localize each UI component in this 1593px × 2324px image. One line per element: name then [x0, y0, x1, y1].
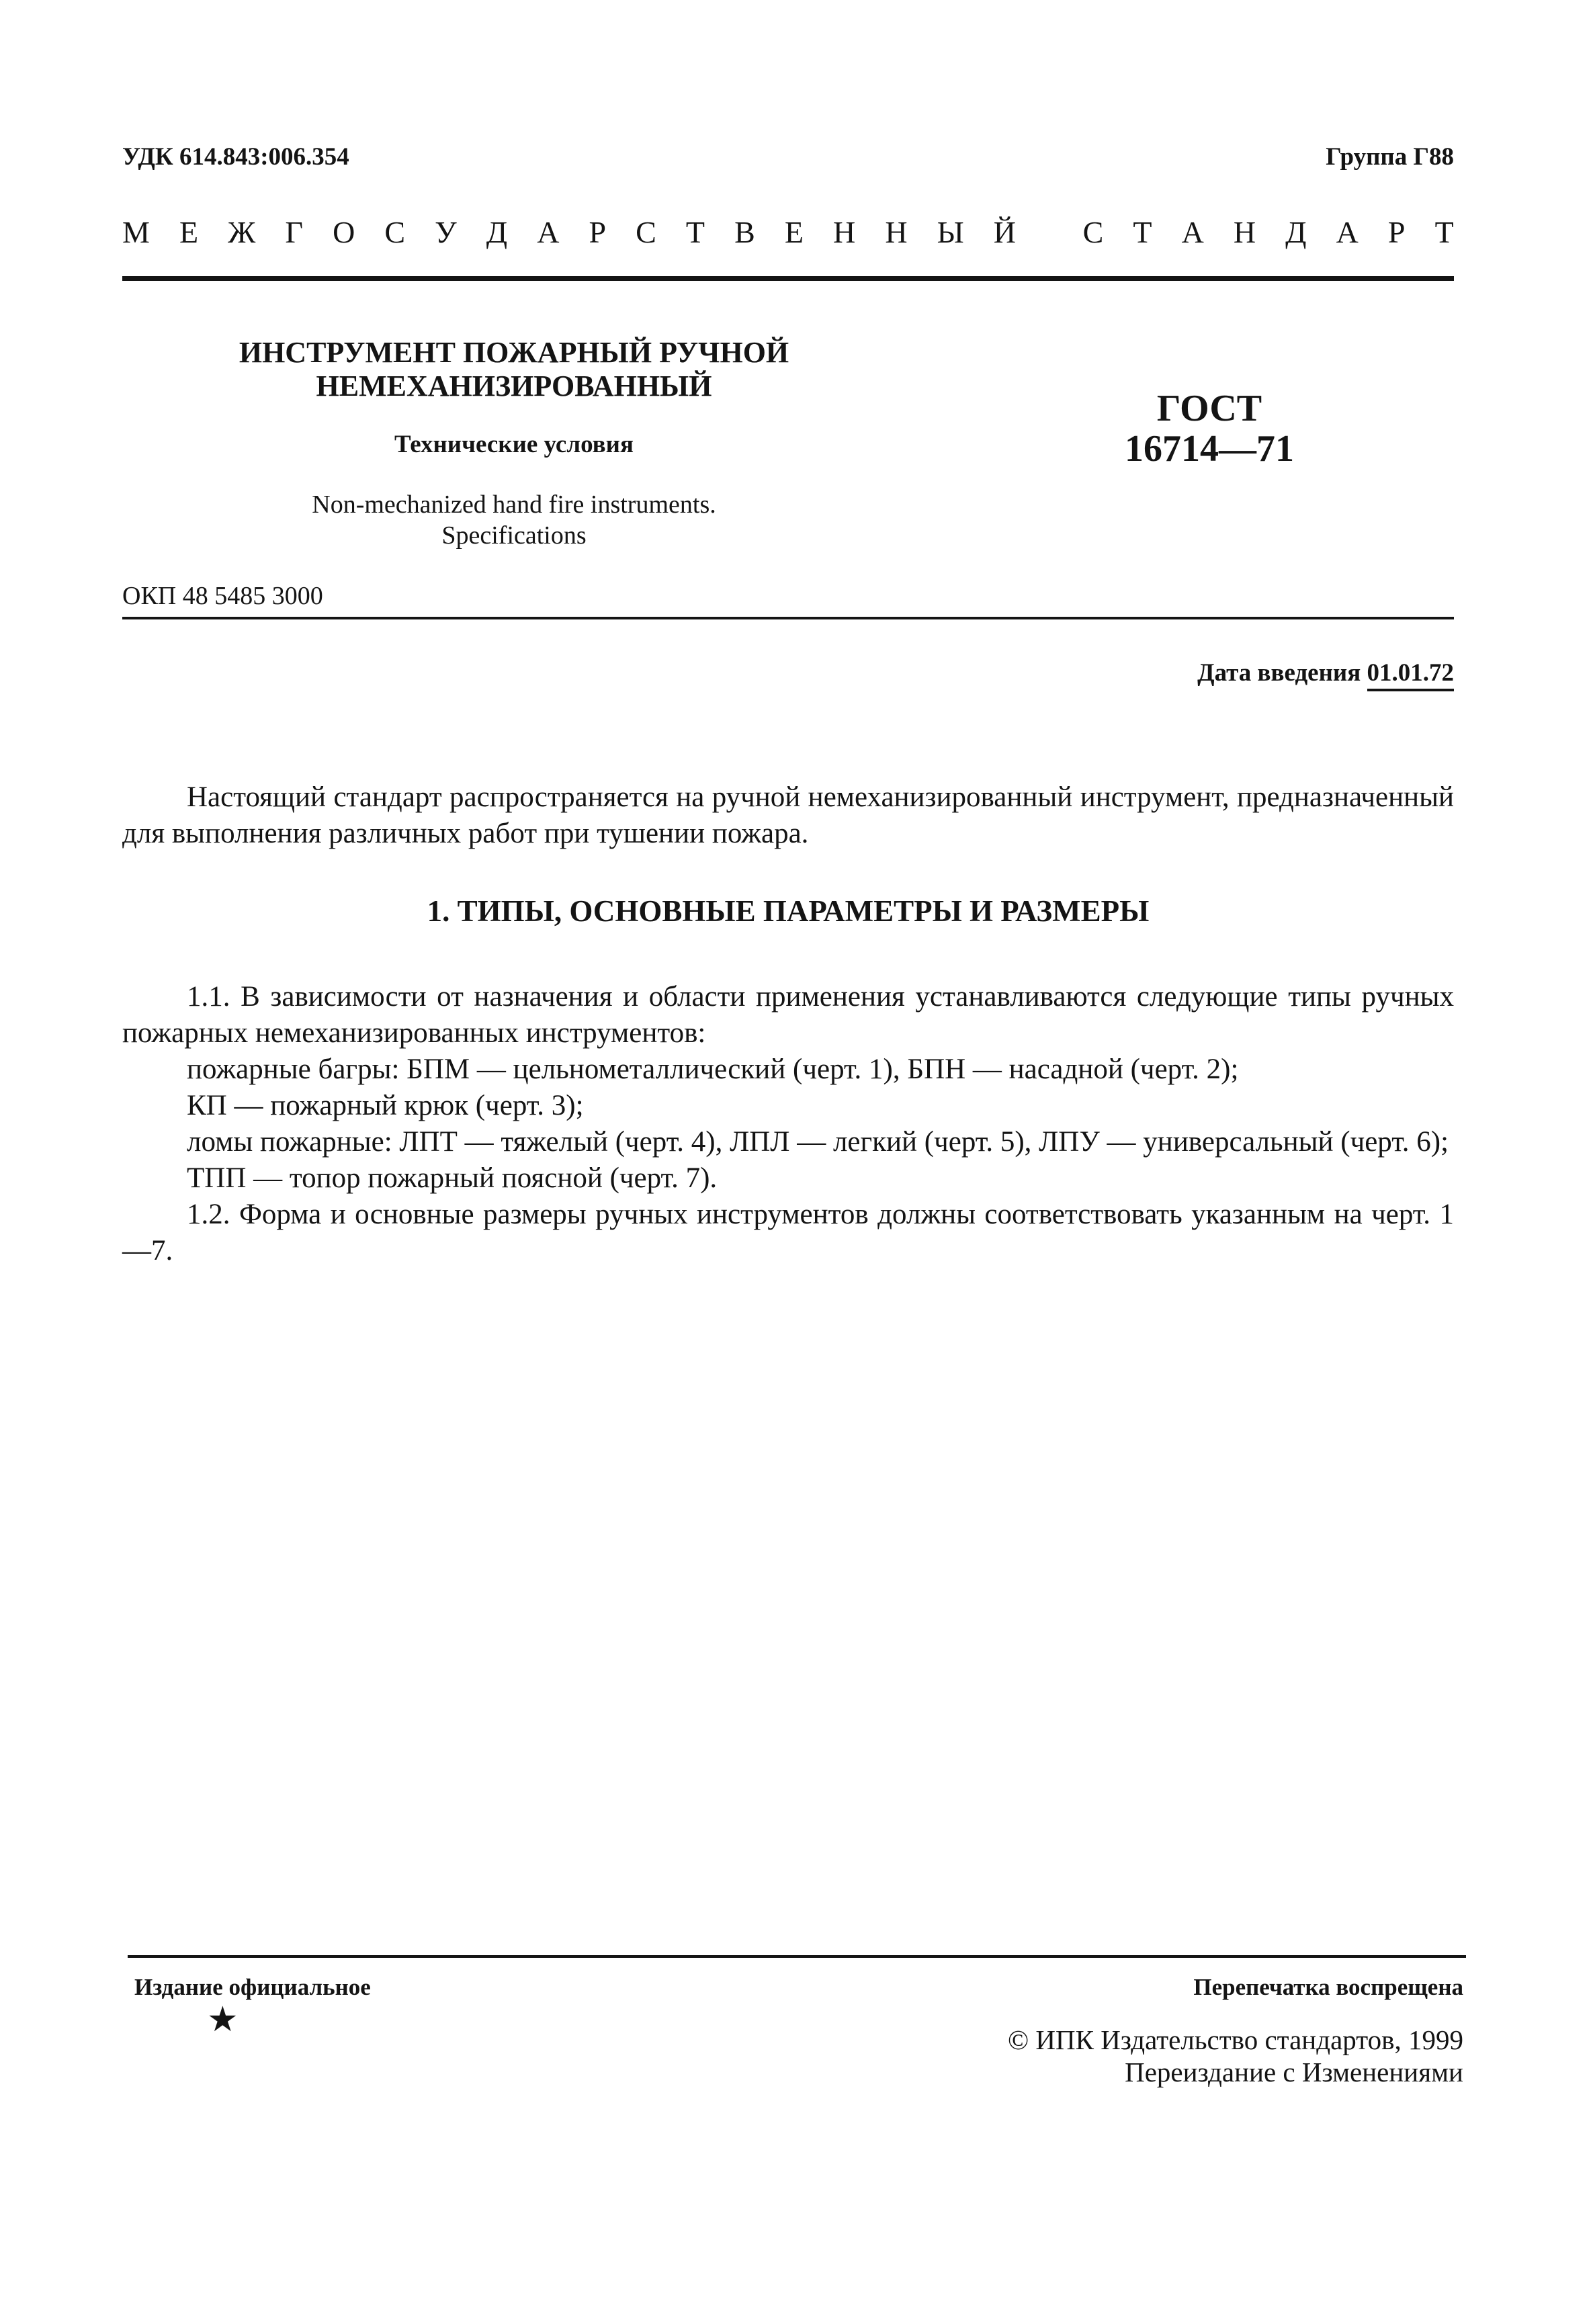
- standard-type-letter: Н: [885, 215, 908, 249]
- section-1-body: [122, 979, 1454, 1269]
- okp-code: ОКП 48 5485 3000: [122, 582, 323, 610]
- standard-type-letter: Ж: [228, 215, 256, 249]
- standard-type-letter: Ы: [937, 215, 964, 249]
- standard-type-letter: Е: [784, 215, 804, 249]
- standard-type-letter: Т: [1133, 215, 1152, 249]
- title-rule: [122, 617, 1454, 619]
- standard-type-letter: С: [1082, 215, 1104, 249]
- standard-type-letter: Р: [589, 215, 607, 249]
- clause-1-2: 1.2. Форма и основные размеры ручных инструментов должны соответствовать указанным на черт. 1—7.: [122, 1199, 1454, 1266]
- reprint-prohibited: Перепечатка воспрещена: [1193, 1974, 1463, 2000]
- standard-type-letter: С: [384, 215, 406, 249]
- date-label: Дата введения: [1197, 659, 1361, 687]
- standard-type-letter: Н: [833, 215, 856, 249]
- subtitle: Технические условия: [394, 431, 634, 458]
- clause-1-1: 1.1. В зависимости от назначения и области применения устанавливаются следующие типы ручных пожарных немеханизированных инструментов:: [122, 981, 1454, 1049]
- standard-type-letter: В: [734, 215, 755, 249]
- standard-type-letter: Т: [1434, 215, 1454, 249]
- group-code: Группа Г88: [1326, 143, 1454, 171]
- standard-type-letter: А: [1336, 215, 1359, 249]
- copyright: © ИПК Издательство стандартов, 1999: [1007, 2024, 1463, 2055]
- standard-type-letter: Е: [179, 215, 199, 249]
- section-1-heading: 1. ТИПЫ, ОСНОВНЫЕ ПАРАМЕТРЫ И РАЗМЕРЫ: [427, 894, 1150, 928]
- date-of-introduction: [1197, 658, 1454, 687]
- item-kp: КП — пожарный крюк (черт. 3);: [187, 1090, 584, 1121]
- gost-label: ГОСТ: [1156, 388, 1262, 429]
- standard-type-letter: А: [537, 215, 560, 249]
- standard-type-letter: О: [333, 215, 355, 249]
- standard-type-letter: Г: [285, 215, 304, 249]
- english-title-line-2: Specifications: [441, 521, 587, 550]
- header-rule: [122, 276, 1454, 281]
- english-title-line-1: Non-mechanized hand fire instruments.: [312, 490, 716, 519]
- udk-code: УДК 614.843:006.354: [122, 143, 349, 171]
- title-line-2: НЕМЕХАНИЗИРОВАННЫЙ: [316, 370, 712, 402]
- standard-type-letter: Д: [1285, 215, 1307, 249]
- title-line-1: ИНСТРУМЕНТ ПОЖАРНЫЙ РУЧНОЙ: [239, 336, 789, 369]
- standard-type-letter: Т: [685, 215, 705, 249]
- item-bagry: пожарные багры: БПМ — цельнометаллический (черт. 1), БПН — насадной (черт. 2);: [187, 1053, 1239, 1085]
- reissue-note: Переиздание с Изменениями: [1125, 2057, 1463, 2088]
- standard-type-letter: М: [122, 215, 150, 249]
- intro-paragraph: Настоящий стандарт распространяется на ручной немеханизированный инструмент, предназначенный для выполнения различных работ при тушении пожара.: [122, 781, 1454, 849]
- date-value: 01.01.72: [1367, 659, 1455, 691]
- official-edition: Издание официальное: [134, 1974, 371, 2000]
- standard-type-letter: А: [1181, 215, 1204, 249]
- standard-type-letter: Й: [993, 215, 1017, 249]
- footer-rule: [128, 1955, 1466, 1958]
- standard-type-letter: Д: [486, 215, 508, 249]
- standard-type-letter: Н: [1233, 215, 1256, 249]
- gost-number: 16714—71: [1125, 428, 1294, 470]
- standard-type: [122, 214, 1454, 251]
- star-icon: ★: [207, 2001, 239, 2039]
- standard-type-letter: У: [435, 215, 457, 249]
- standard-type-gap: [1045, 214, 1053, 251]
- standard-type-letter: С: [636, 215, 656, 249]
- standard-type-letter: Р: [1387, 215, 1406, 249]
- item-lomy: ломы пожарные: ЛПТ — тяжелый (черт. 4), ЛПЛ — легкий (черт. 5), ЛПУ — универсальный (черт. 6);: [187, 1126, 1449, 1158]
- item-tpp: ТПП — топор пожарный поясной (черт. 7).: [187, 1162, 718, 1194]
